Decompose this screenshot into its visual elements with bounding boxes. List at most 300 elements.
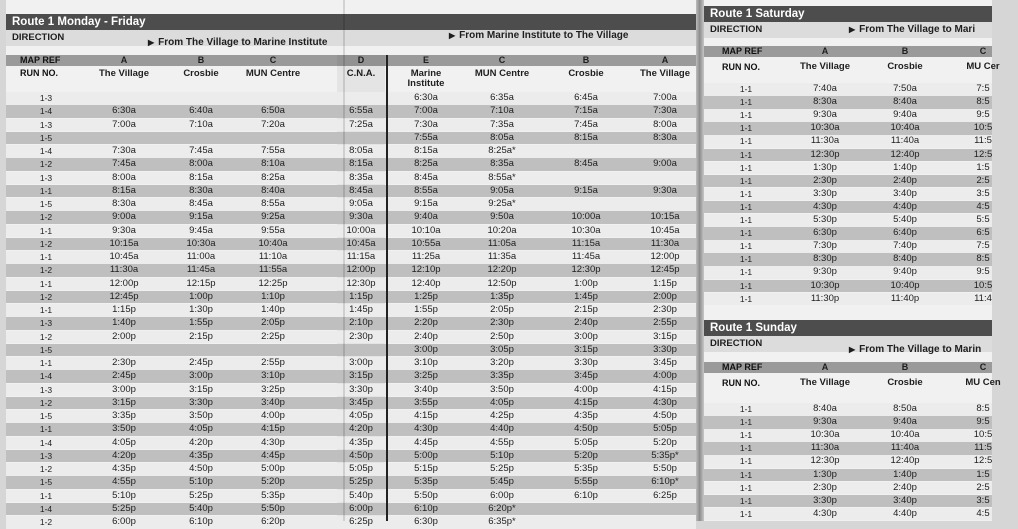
run-number: 1-1 [739,149,753,160]
column-letter: A [821,46,829,56]
column-header: The Village [640,68,690,79]
column-header: MU Cer [966,61,1000,72]
time-cell: 9:40a [893,416,917,428]
time-cell: 7:5 [976,240,990,252]
run-number: 1-4 [39,106,53,117]
time-cell: 4:45p [261,449,285,461]
time-cell: 8:45a [414,171,438,183]
time-cell: 8:40a [893,96,917,108]
time-cell: 3:5 [976,187,990,199]
table-row [704,109,992,122]
time-cell: 2:05p [490,304,514,315]
table-row [704,240,992,253]
run-number: 1-1 [739,254,753,265]
table-row [704,83,992,96]
time-cell: 12:40p [890,148,920,160]
table-row [704,122,992,135]
time-cell: 3:45p [574,370,598,382]
time-cell: 2:05p [261,317,285,329]
time-cell: 5:45p [490,476,514,488]
column-letter: B [582,55,590,65]
table-row [6,490,696,503]
time-cell: 3:35p [112,410,136,421]
run-number: 1-3 [39,384,53,395]
time-cell: 8:30a [189,184,213,196]
time-cell: 8:25a* [488,145,516,156]
column-letter: A [661,55,669,65]
table-row [6,437,696,450]
time-cell: 9:05a [490,184,514,196]
time-cell: 6:30a [414,92,438,103]
time-cell: 9:15a [189,211,213,223]
mapref-label: MAP REF [20,55,61,65]
column-letter: B [197,55,205,65]
time-cell: 4:05p [112,436,136,448]
time-cell: 5:50p [414,489,438,501]
time-cell: 3:30p [349,383,373,395]
table-row [6,304,696,317]
run-number: 1-1 [39,185,53,196]
run-number: 1-1 [739,162,753,173]
time-cell: 5:00p [414,449,438,461]
table-row [704,280,992,293]
time-cell: 6:35p* [488,516,516,527]
time-cell: 4:35p [349,436,373,448]
time-cell: 8:25a [414,158,438,170]
column-letter: C [979,46,987,56]
time-cell: 6:25p [349,516,373,527]
time-cell: 12:5 [973,148,993,160]
weekday-title-bar-right [344,14,696,30]
table-row [6,331,696,344]
table-row [704,508,992,521]
time-cell: 4:50p [653,410,677,421]
time-cell: 4:30p [813,200,837,212]
time-cell: 11:5 [974,135,992,147]
time-cell: 8:35a [349,171,373,183]
run-number: 1-2 [39,238,53,249]
table-row [704,495,992,508]
time-cell: 3:40p [261,396,285,408]
time-cell: 7:30a [112,145,136,156]
table-row [6,145,696,158]
time-cell: 12:10p [411,264,441,276]
table-row [704,149,992,162]
run-number: 1-1 [739,215,753,225]
time-cell: 6:00p [490,489,514,501]
time-cell: 9:40a [414,211,438,223]
table-row [6,132,696,145]
table-row [6,463,696,476]
time-cell: 2:55p [653,317,677,329]
time-cell: 10:15a [650,211,680,223]
time-cell: 11:30a [109,264,139,276]
time-cell: 11:10a [258,251,288,262]
run-number: 1-1 [739,123,753,134]
run-number: 1-1 [739,469,753,480]
time-cell: 9:30a [112,224,136,236]
time-cell: 11:30p [810,292,840,304]
table-row [6,172,696,185]
time-cell: 11:45a [186,264,216,276]
time-cell: 3:50p [112,423,136,435]
time-cell: 4:5 [976,200,990,212]
run-number: 1-1 [739,456,753,467]
time-cell: 1:5 [976,161,990,173]
time-cell: 1:10p [261,290,285,302]
time-cell: 9:30p [813,266,837,278]
column-header: The Village [800,61,850,72]
time-cell: 6:20p [261,516,285,527]
time-cell: 12:40p [890,455,920,467]
run-number: 1-4 [39,503,53,514]
time-cell: 10:5 [973,122,993,134]
time-cell: 8:5 [976,403,990,414]
play-triangle-icon: ▶ [849,345,856,354]
time-cell: 12:30p [346,277,376,289]
time-cell: 8:5 [976,253,990,265]
saturday-title: Route 1 Saturday [704,6,992,22]
run-number: 1-1 [739,482,753,493]
table-row [6,410,696,423]
time-cell: 11:00a [186,251,216,262]
time-cell: 10:40a [258,237,288,249]
time-cell: 10:00a [571,211,601,223]
table-row [6,423,696,436]
time-cell: 10:45a [346,237,376,249]
time-cell: 12:40p [411,277,441,289]
time-cell: 7:30p [813,240,837,252]
table-row [704,469,992,482]
time-cell: 5:20p [653,436,677,448]
run-number: 1-1 [739,97,753,108]
time-cell: 3:30p [189,396,213,408]
time-cell: 8:40a [261,184,285,196]
table-row [704,403,992,416]
run-number: 1-3 [39,318,53,329]
run-number: 1-2 [39,265,53,276]
saturday-direction [849,24,975,35]
time-cell: 9:15a [414,198,438,209]
time-cell: 9:00a [112,211,136,223]
time-cell: 11:45a [571,251,601,262]
run-number: 1-2 [39,517,53,527]
run-number: 1-1 [739,495,753,506]
column-header: Crosbie [887,61,923,72]
time-cell: 5:5 [976,214,990,225]
table-row [704,253,992,266]
time-cell: 4:5 [976,507,990,519]
time-cell: 11:30a [810,135,840,147]
time-cell: 8:15a [189,171,213,183]
time-cell: 1:25p [414,290,438,302]
direction-outbound-text: From The Village to Marine Institute [158,37,328,48]
run-number: 1-1 [739,404,753,414]
table-row [6,503,696,516]
run-number: 1-1 [739,136,753,147]
time-cell: 7:45a [112,158,136,170]
time-cell: 12:50p [487,277,517,289]
table-row [704,214,992,227]
time-cell: 3:55p [414,396,438,408]
time-cell: 12:30p [810,148,840,160]
time-cell: 3:40p [414,383,438,395]
time-cell: 5:25p [112,502,136,514]
time-cell: 6:00p [349,502,373,514]
table-row [704,442,992,455]
time-cell: 10:30a [186,237,216,249]
time-cell: 8:00a [189,158,213,170]
table-row [6,370,696,383]
time-cell: 6:00p [112,516,136,527]
time-cell: 12:15p [186,277,216,289]
table-row [6,357,696,370]
table-row [6,516,696,529]
table-row [6,238,696,251]
column-header: Marine Institute [407,68,445,89]
time-cell: 4:35p [112,463,136,474]
time-cell: 6:20p* [488,502,516,514]
time-cell: 12:45p [650,264,680,276]
time-cell: 6:45a [574,92,598,103]
time-cell: 8:05a [490,131,514,143]
time-cell: 1:40p [112,317,136,329]
time-cell: 4:05p [189,423,213,435]
time-cell: 8:15a [112,184,136,196]
run-number: 1-4 [39,146,53,156]
time-cell: 7:30a [653,105,677,117]
time-cell: 2:30p [813,174,837,186]
time-cell: 8:55a [261,198,285,209]
play-triangle-icon: ▶ [148,38,155,47]
time-cell: 12:00p [109,277,139,289]
time-cell: 10:45a [109,251,139,262]
table-row [704,201,992,214]
time-cell: 1:15p [349,290,373,302]
time-cell: 3:05p [490,343,514,355]
direction-divider [386,55,388,521]
time-cell: 2:00p [112,330,136,342]
table-row [6,225,696,238]
run-number: 1-4 [39,371,53,382]
run-number: 1-2 [39,464,53,474]
run-number: 1-5 [39,344,53,355]
time-cell: 3:30p [653,343,677,355]
time-cell: 12:25p [258,277,288,289]
time-cell: 6:10p [574,489,598,501]
time-cell: 10:10a [411,224,441,236]
time-cell: 1:15p [653,277,677,289]
time-cell: 7:10a [189,118,213,130]
mapref-label: MAP REF [722,46,763,56]
time-cell: 3:20p [490,357,514,368]
time-cell: 8:00a [112,171,136,183]
time-cell: 3:50p [490,383,514,395]
time-cell: 3:10p [261,370,285,382]
table-row [6,119,696,132]
time-cell: 5:20p [574,449,598,461]
time-cell: 7:15a [574,105,598,117]
time-cell: 3:25p [414,370,438,382]
time-cell: 12:5 [973,455,993,467]
time-cell: 2:45p [112,370,136,382]
time-cell: 11:05a [487,237,517,249]
time-cell: 4:00p [261,410,285,421]
table-row [704,135,992,148]
column-letter: C [269,55,277,65]
time-cell: 10:5 [973,429,993,441]
run-number: 1-1 [39,278,53,289]
time-cell: 4:35p [189,449,213,461]
time-cell: 10:20a [487,224,517,236]
runno-label: RUN NO. [722,62,760,72]
time-cell: 8:45a [574,158,598,170]
column-letter: C [498,55,506,65]
direction-outbound [148,37,327,48]
time-cell: 10:45a [650,224,680,236]
time-cell: 5:50p [653,463,677,474]
run-number: 1-1 [39,225,53,236]
time-cell: 5:25p [490,463,514,474]
time-cell: 9:55a [261,224,285,236]
play-triangle-icon: ▶ [849,25,856,34]
time-cell: 1:00p [189,290,213,302]
sunday-direction-text: From The Village to Marin [859,344,982,355]
time-cell: 11:5 [974,442,992,454]
time-cell: 11:40a [890,442,920,454]
time-cell: 7:35a [490,118,514,130]
time-cell: 7:50a [893,83,917,94]
table-row [6,105,696,118]
time-cell: 1:35p [490,290,514,302]
time-cell: 1:55p [414,304,438,315]
run-number: 1-3 [39,93,53,103]
time-cell: 3:25p [261,383,285,395]
time-cell: 7:00a [414,105,438,117]
column-letter: C [979,362,987,372]
table-row [6,278,696,291]
table-row [6,450,696,463]
time-cell: 10:55a [411,237,441,249]
time-cell: 2:30p [813,481,837,493]
time-cell: 10:40a [890,122,920,134]
time-cell: 10:30a [810,429,840,441]
time-cell: 7:30a [414,118,438,130]
run-number: 1-1 [739,241,753,252]
time-cell: 4:20p [349,423,373,435]
time-cell: 9:25a [261,211,285,223]
column-header: MU Cen [965,377,1001,388]
run-number: 1-1 [739,430,753,441]
time-cell: 4:50p [349,449,373,461]
play-triangle-icon: ▶ [449,31,456,40]
time-cell: 2:15p [574,304,598,315]
table-row [704,227,992,240]
time-cell: 11:55a [258,264,288,276]
time-cell: 4:40p [893,507,917,519]
time-cell: 9:15a [574,184,598,196]
direction-inbound [449,30,628,41]
time-cell: 4:50p [574,423,598,435]
column-header: Crosbie [568,68,604,79]
run-number: 1-2 [39,331,53,342]
table-row [6,198,696,211]
time-cell: 4:15p [261,423,285,435]
time-cell: 6:10p [414,502,438,514]
time-cell: 1:5 [976,468,990,480]
column-letter: B [901,46,909,56]
time-cell: 5:05p [653,423,677,435]
run-number: 1-5 [39,199,53,209]
run-number: 1-5 [39,411,53,421]
direction-label: DIRECTION [710,338,763,349]
time-cell: 2:50p [490,330,514,342]
run-number: 1-1 [39,358,53,368]
time-cell: 8:5 [976,96,990,108]
run-number: 1-1 [739,508,753,519]
run-number: 1-3 [39,119,53,130]
time-cell: 5:35p [414,476,438,488]
column-letter: D [357,55,365,65]
run-number: 1-2 [39,212,53,223]
mapref-label: MAP REF [722,362,763,372]
time-cell: 2:30p [653,304,677,315]
time-cell: 7:00a [112,118,136,130]
time-cell: 6:25p [653,489,677,501]
time-cell: 11:30a [810,442,840,454]
time-cell: 12:00p [346,264,376,276]
table-row [704,96,992,109]
table-row [704,293,992,306]
time-cell: 8:30p [813,253,837,265]
table-row [6,251,696,264]
time-cell: 5:05p [574,436,598,448]
time-cell: 3:00p [112,383,136,395]
time-cell: 12:45p [109,290,139,302]
table-row [704,429,992,442]
time-cell: 4:15p [574,396,598,408]
time-cell: 2:25p [261,330,285,342]
time-cell: 5:10p [490,449,514,461]
time-cell: 5:55p [574,476,598,488]
time-cell: 2:00p [653,290,677,302]
table-row [6,211,696,224]
time-cell: 2:30p [490,317,514,329]
saturday-direction-text: From The Village to Mari [859,24,976,35]
time-cell: 4:40p [893,200,917,212]
time-cell: 3:45p [653,357,677,368]
time-cell: 3:15p [653,330,677,342]
time-cell: 4:00p [653,370,677,382]
time-cell: 7:55a [261,145,285,156]
time-cell: 5:10p [112,489,136,501]
time-cell: 11:15a [571,237,601,249]
time-cell: 9:5 [976,109,990,121]
time-cell: 1:55p [189,317,213,329]
time-cell: 8:30a [813,96,837,108]
run-number: 1-1 [739,443,753,454]
column-letter: E [422,55,429,65]
time-cell: 1:45p [574,290,598,302]
time-cell: 7:00a [653,92,677,103]
time-cell: 1:40p [261,304,285,315]
time-cell: 2:5 [976,174,990,186]
time-cell: 4:25p [490,410,514,421]
time-cell: 7:5 [976,83,990,94]
time-cell: 7:40p [893,240,917,252]
time-cell: 6:40p [893,227,917,239]
time-cell: 9:5 [976,416,990,428]
